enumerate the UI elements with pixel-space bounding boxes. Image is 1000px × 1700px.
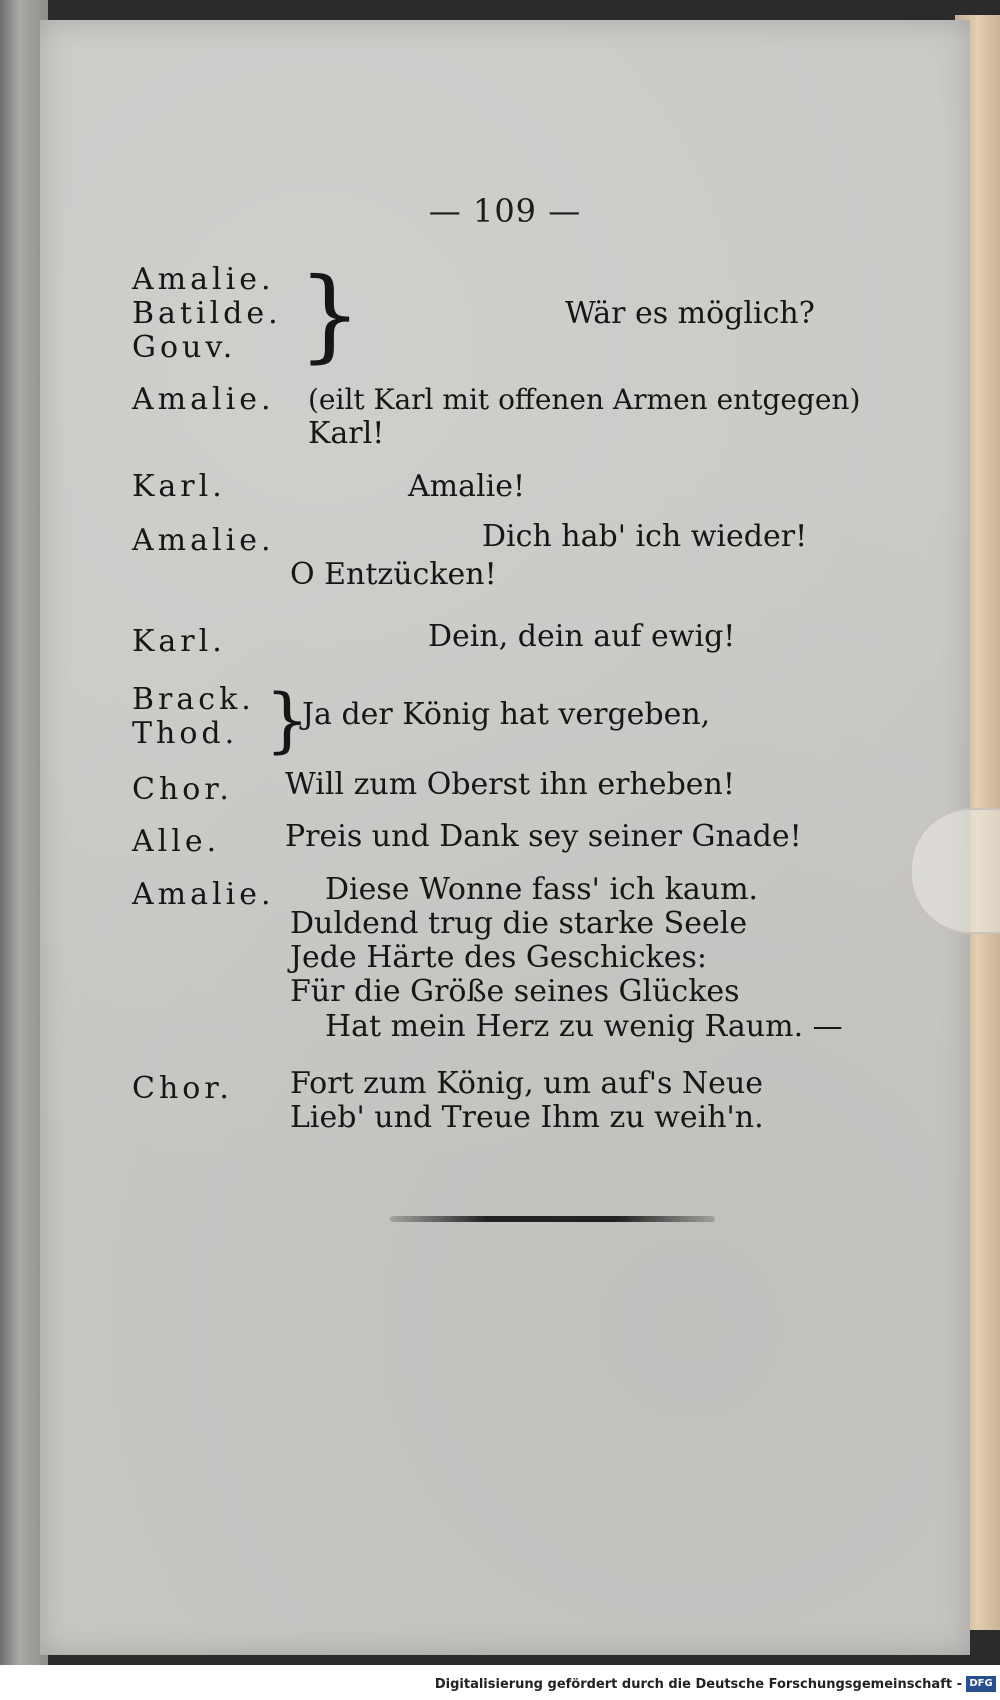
dfg-logo: DFG <box>966 1676 996 1692</box>
page-number: — 109 — <box>428 192 582 230</box>
speaker-gouv: Gouv. <box>132 330 237 365</box>
dialogue-line: Dich hab' ich wieder! <box>482 519 808 554</box>
speaker-alle: Alle. <box>132 824 221 859</box>
speaker-chor: Chor. <box>132 1071 233 1106</box>
dialogue-line: Karl! <box>308 416 385 451</box>
dialogue-line: Dein, dein auf ewig! <box>428 619 736 654</box>
book-page <box>40 20 970 1655</box>
dialogue-line: Wär es möglich? <box>565 296 815 331</box>
brace-bracket: } <box>265 679 310 761</box>
dialogue-line: Diese Wonne fass' ich kaum. <box>325 872 759 907</box>
brace-bracket: } <box>298 256 362 373</box>
dialogue-line: Hat mein Herz zu wenig Raum. — <box>325 1009 843 1044</box>
speaker-thod: Thod. <box>132 716 239 751</box>
dialogue-line: Lieb' und Treue Ihm zu weih'n. <box>290 1100 764 1135</box>
speaker-brack: Brack. <box>132 682 255 717</box>
dialogue-line: O Entzücken! <box>290 557 497 592</box>
speaker-amalie: Amalie. <box>132 877 275 912</box>
speaker-karl: Karl. <box>132 624 226 659</box>
funding-credit: Digitalisierung gefördert durch die Deutsche Forschungsgemeinschaft - <box>434 1677 962 1692</box>
speaker-amalie: Amalie. <box>132 382 275 417</box>
speaker-amalie: Amalie. <box>132 523 275 558</box>
speaker-karl: Karl. <box>132 469 226 504</box>
dialogue-line: Jede Härte des Geschickes: <box>290 940 707 975</box>
speaker-batilde: Batilde. <box>132 296 282 331</box>
stage-direction: (eilt Karl mit offenen Armen entgegen) <box>308 383 861 416</box>
dialogue-line: Preis und Dank sey seiner Gnade! <box>285 819 802 854</box>
dialogue-line: Amalie! <box>408 469 525 504</box>
speaker-amalie: Amalie. <box>132 262 275 297</box>
closing-rule <box>390 1216 715 1222</box>
footer-bar <box>0 1665 1000 1700</box>
dialogue-line: Ja der König hat vergeben, <box>302 697 711 732</box>
speaker-chor: Chor. <box>132 772 233 807</box>
dialogue-line: Fort zum König, um auf's Neue <box>290 1066 764 1101</box>
dialogue-line: Will zum Oberst ihn erheben! <box>285 767 735 802</box>
dialogue-line: Duldend trug die starke Seele <box>290 906 748 941</box>
dialogue-line: Für die Größe seines Glückes <box>290 974 740 1009</box>
